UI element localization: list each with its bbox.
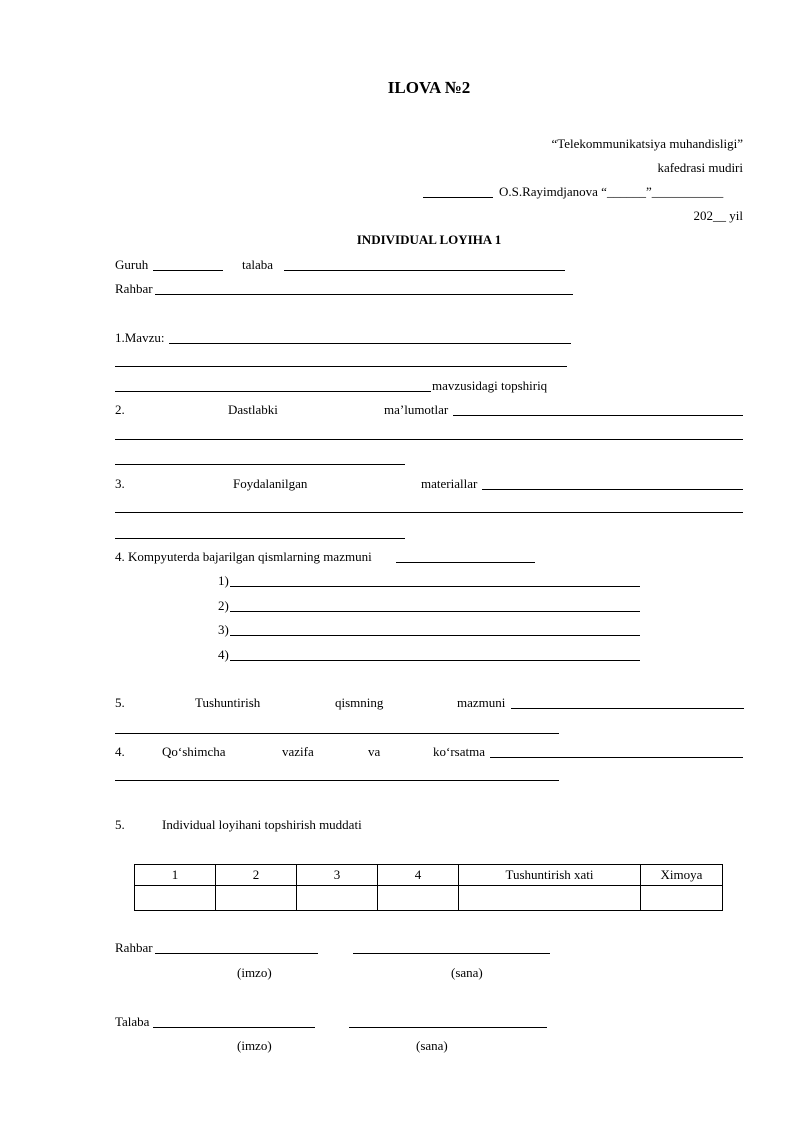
additional-field-2[interactable]	[115, 780, 559, 781]
topic-field-3[interactable]	[115, 391, 431, 392]
form-heading: INDIVIDUAL LOYIHA 1	[356, 232, 502, 247]
initial-data-field-1[interactable]	[453, 415, 743, 416]
computer-part-field-2[interactable]	[230, 611, 640, 612]
additional-word-1: Qo‘shimcha	[162, 744, 226, 759]
topic-field-1[interactable]	[169, 343, 571, 344]
computer-part-field-4[interactable]	[230, 660, 640, 661]
supervisor-signature-field[interactable]	[155, 953, 318, 954]
student-sign-caption: (imzo)	[237, 1038, 272, 1053]
initial-data-field-3[interactable]	[115, 464, 405, 465]
department-name: “Telekommunikatsiya muhandisligi”	[551, 136, 743, 151]
materials-field-1[interactable]	[482, 489, 743, 490]
materials-field-2[interactable]	[115, 512, 743, 513]
supervisor-date-field[interactable]	[353, 953, 550, 954]
materials-word-1: Foydalanilgan	[233, 476, 308, 491]
explanatory-field-2[interactable]	[115, 733, 559, 734]
computer-part-item-1: 1)	[218, 573, 229, 588]
approver-signature-line[interactable]	[423, 197, 493, 198]
supervisor-label: Rahbar	[115, 281, 153, 296]
computer-parts-label: 4. Kompyuterda bajarilgan qismlarning mazmuni	[115, 549, 372, 564]
deadline-header-cell: 2	[216, 865, 297, 886]
deadline-value-cell[interactable]	[459, 886, 641, 911]
additional-word-2: vazifa	[282, 744, 314, 759]
document-title: ILOVA №2	[387, 78, 471, 97]
initial-data-field-2[interactable]	[115, 439, 743, 440]
initial-data-number: 2.	[115, 402, 125, 417]
initial-data-word-1: Dastlabki	[228, 402, 278, 417]
explanatory-word-2: qismning	[335, 695, 384, 710]
computer-parts-field[interactable]	[396, 562, 535, 563]
deadline-table-header-row	[135, 865, 723, 886]
signature-supervisor-label: Rahbar	[115, 940, 153, 955]
deadline-number: 5.	[115, 817, 125, 832]
approval-year: 202__ yil	[693, 208, 743, 223]
topic-label: 1.Mavzu:	[115, 330, 165, 345]
explanatory-word-3: mazmuni	[457, 695, 506, 710]
deadline-header-cell: 3	[297, 865, 378, 886]
materials-number: 3.	[115, 476, 125, 491]
deadline-table-value-row	[135, 886, 723, 911]
student-date-field[interactable]	[349, 1027, 547, 1028]
explanatory-number: 5.	[115, 695, 125, 710]
student-signature-field[interactable]	[153, 1027, 315, 1028]
deadline-value-cell[interactable]	[378, 886, 459, 911]
deadline-header-cell: Ximoya	[641, 865, 723, 886]
supervisor-date-caption: (sana)	[451, 965, 483, 980]
topic-suffix: mavzusidagi topshiriq	[432, 378, 548, 393]
group-field[interactable]	[153, 270, 223, 271]
student-date-caption: (sana)	[416, 1038, 448, 1053]
additional-word-4: ko‘rsatma	[433, 744, 485, 759]
supervisor-field[interactable]	[155, 294, 573, 295]
additional-number: 4.	[115, 744, 125, 759]
student-label: talaba	[242, 257, 274, 272]
deadline-value-cell[interactable]	[641, 886, 723, 911]
initial-data-word-2: ma’lumotlar	[384, 402, 449, 417]
topic-field-2[interactable]	[115, 366, 567, 367]
additional-field-1[interactable]	[490, 757, 743, 758]
computer-part-item-2: 2)	[218, 598, 229, 613]
deadline-header-cell: 4	[378, 865, 459, 886]
approver-name: O.S.Rayimdjanova “______”___________	[499, 184, 724, 199]
deadline-value-cell[interactable]	[135, 886, 216, 911]
materials-word-2: materiallar	[421, 476, 478, 491]
computer-part-item-3: 3)	[218, 622, 229, 637]
deadline-value-cell[interactable]	[297, 886, 378, 911]
deadline-header-cell: 1	[135, 865, 216, 886]
computer-part-field-3[interactable]	[230, 635, 640, 636]
group-label: Guruh	[115, 257, 149, 272]
explanatory-field-1[interactable]	[511, 708, 744, 709]
additional-word-3: va	[368, 744, 381, 759]
deadline-header-cell: Tushuntirish xati	[459, 865, 641, 886]
computer-part-item-4: 4)	[218, 647, 229, 662]
supervisor-sign-caption: (imzo)	[237, 965, 272, 980]
signature-student-label: Talaba	[115, 1014, 150, 1029]
explanatory-word-1: Tushuntirish	[195, 695, 261, 710]
deadline-value-cell[interactable]	[216, 886, 297, 911]
deadline-label: Individual loyihani topshirish muddati	[162, 817, 362, 832]
department-head-title: kafedrasi mudiri	[657, 160, 743, 175]
computer-part-field-1[interactable]	[230, 586, 640, 587]
student-field[interactable]	[284, 270, 565, 271]
materials-field-3[interactable]	[115, 538, 405, 539]
deadline-table	[134, 864, 723, 911]
